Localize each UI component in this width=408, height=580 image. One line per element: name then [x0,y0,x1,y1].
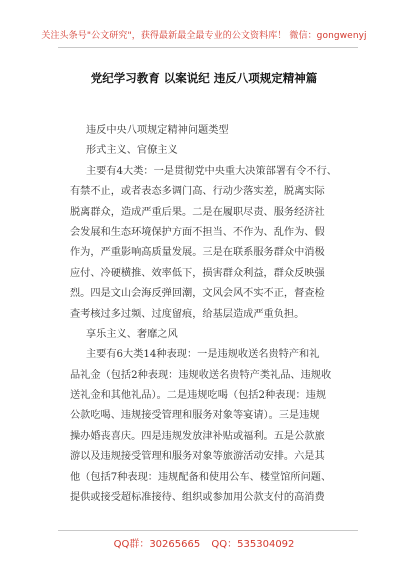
footer-divider [58,530,358,531]
footer-qq: QQ：535304092 [211,539,295,550]
body-line: 查考核过多过频、过度留痕，给基层造成严重负担。 [70,308,305,320]
body-line: 烈。四是文山会海反弹回潮，文风会风不实不正，督查检 [70,288,325,300]
body-line: 违反中央八项规定精神问题类型 [86,125,229,136]
body-line: 品礼金（包括2种表现：违规收送名贵特产类礼品、违规收 [70,369,332,381]
body-line: 有禁不止，或者表态多调门高、行动少落实差，脱离实际 [70,186,325,198]
body-line: 游以及违规接受管理和服务对象等旅游活动安排。六是其 [70,451,325,463]
body-line: 送礼金和其他礼品）。二是违规吃喝（包括2种表现：违规 [70,390,327,402]
footer-qq-group: QQ群：30265665 [113,539,201,550]
footer-contact [0,535,408,550]
body-line: 脱离群众，造成严重后果。二是在履职尽责、服务经济社 [70,206,325,218]
body-line: 主要有4大类：一是贯彻党中央重大决策部署有令不行、 [86,165,337,177]
body-line: 会发展和生态环境保护方面不担当、不作为、乱作为、假 [70,226,325,238]
header-banner: 关注头条号"公文研究"，获得最新最全最专业的公文资料库！ 微信：gongwenyj [41,31,367,41]
body-line: 提供或接受超标准接待、组织或参加用公款支付的高消费 [70,492,325,504]
header-divider [58,47,358,48]
body-line: 享乐主义、奢靡之风 [86,328,178,340]
body-line: 他（包括7种表现：违规配备和使用公车、楼堂馆所问题、 [70,471,332,483]
body-line: 操办婚丧喜庆。四是违规发放津补贴或福利。五是公款旅 [70,430,325,442]
body-line: 作为，严重影响高质量发展。三是在联系服务群众中消极 [70,247,325,259]
body-line: 应付、冷硬横推、效率低下，损害群众利益，群众反映强 [70,267,325,279]
body-line: 形式主义、官僚主义 [86,145,178,157]
body-line: 公款吃喝、违规接受管理和服务对象等宴请）。三是违规 [70,410,320,422]
body-line: 主要有6大类14种表现：一是违规收送名贵特产和礼 [86,349,320,361]
document-title: 党纪学习教育 以案说纪 违反八项规定精神篇 [90,71,318,85]
document-body [70,121,344,508]
